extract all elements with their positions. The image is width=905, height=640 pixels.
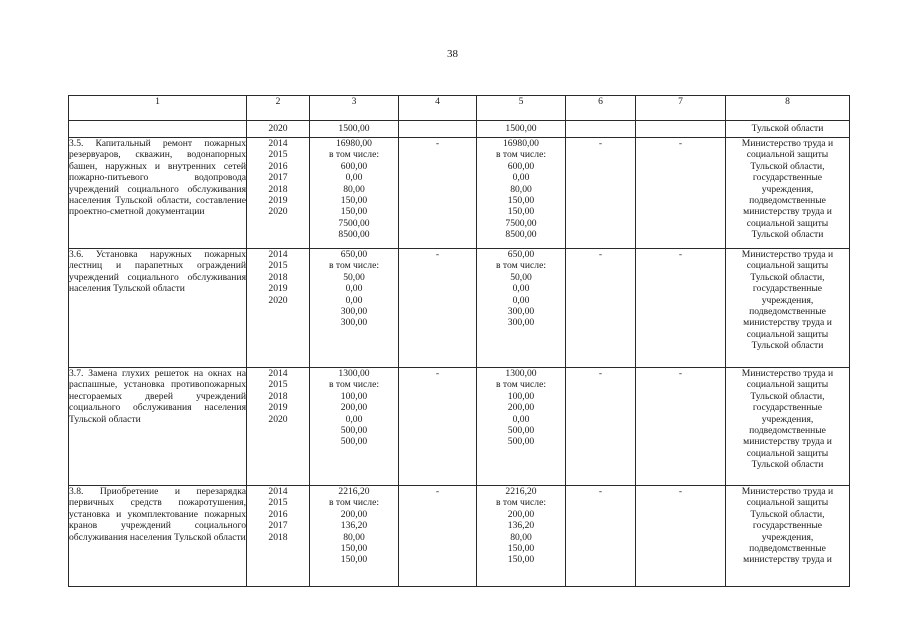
- header-cell: 4: [399, 96, 477, 121]
- amount-value: 500,00: [340, 436, 368, 448]
- year-cell: [247, 138, 310, 249]
- amount-value: 0,00: [345, 172, 363, 184]
- regional-value: 7500,00: [505, 217, 537, 229]
- col4-cell: -: [399, 486, 477, 587]
- regional-value: 80,00: [510, 183, 532, 195]
- col4-cell: -: [399, 368, 477, 486]
- total-amount: 16980,00: [336, 138, 372, 149]
- header-cell: 3: [310, 96, 399, 121]
- regional-value: 150,00: [507, 195, 535, 207]
- org-line: подведомственные: [749, 425, 826, 437]
- header-cell: 7: [636, 96, 726, 121]
- total-cell: [310, 249, 399, 368]
- table-row: [69, 138, 850, 249]
- regional-total: 1300,00: [505, 368, 537, 379]
- measure-description: 3.5. Капитальный ремонт пожарных резервуаров, скважин, водонапорных башен, наружных и внутренних сетей пожарно-питьевого водопровода учреждений социального обслуживания населения Тульской области, составление проектно-сметной документации: [69, 138, 247, 249]
- regional-value: 300,00: [507, 317, 535, 329]
- amount-value: 600,00: [340, 160, 368, 172]
- regional-value: 150,00: [507, 206, 535, 218]
- org-line: социальной защиты: [746, 149, 829, 161]
- table-row: [69, 249, 850, 368]
- responsible-org: [726, 138, 850, 249]
- org-line: Министерство труда и: [741, 368, 834, 379]
- responsible-org: [726, 368, 850, 486]
- org-line: Министерство труда и: [741, 486, 834, 497]
- col4-cell: -: [399, 249, 477, 368]
- year-cell: [247, 486, 310, 587]
- org-line: министерству труда и: [743, 554, 832, 566]
- amount-value: 200,00: [340, 508, 368, 520]
- amount-value: 150,00: [340, 195, 368, 207]
- year-value: 2018: [268, 183, 288, 195]
- responsible-org: [726, 249, 850, 368]
- year-cell: [247, 368, 310, 486]
- amount-value: 300,00: [340, 317, 368, 329]
- including-label: в том числе:: [495, 379, 546, 391]
- org-line: социальной защиты: [746, 328, 829, 340]
- col6-cell: -: [566, 486, 636, 587]
- header-row: [69, 96, 850, 121]
- col6-cell: -: [566, 138, 636, 249]
- org-line: министерству труда и: [743, 317, 832, 329]
- org-line: социальной защиты: [746, 260, 829, 272]
- year-value: 2020: [268, 294, 288, 306]
- org-line: учреждения,: [761, 413, 814, 425]
- org-line: министерству труда и: [743, 436, 832, 448]
- measure-description: 3.8. Приобретение и перезарядка первичных средств пожаротушения, установка и укомплектование пожарных кранов учреждений социального обслуживания населения Тульской области: [69, 486, 247, 587]
- org-line: Тульской области,: [750, 390, 825, 402]
- org-line: государственные: [752, 172, 823, 184]
- regional-value: 500,00: [507, 436, 535, 448]
- org-line: Тульской области: [751, 229, 824, 241]
- amount-value: 0,00: [345, 413, 363, 425]
- year-cell: 2020: [247, 121, 310, 138]
- including-label: в том числе:: [328, 260, 379, 272]
- amount-value: 500,00: [340, 425, 368, 437]
- year-value: 2015: [268, 497, 288, 509]
- total-cell: [310, 138, 399, 249]
- col6-cell: -: [566, 368, 636, 486]
- org-line: учреждения,: [761, 183, 814, 195]
- year-value: 2014: [268, 486, 288, 497]
- year-value: 2019: [268, 283, 288, 295]
- org-line: Тульской области,: [750, 508, 825, 520]
- regional-value: 600,00: [507, 160, 535, 172]
- org-line: подведомственные: [749, 306, 826, 318]
- year-value: 2019: [268, 195, 288, 207]
- header-cell: 1: [69, 96, 247, 121]
- regional-cell: [477, 486, 566, 587]
- header-cell: 6: [566, 96, 636, 121]
- regional-total: 16980,00: [503, 138, 539, 149]
- org-line: социальной защиты: [746, 379, 829, 391]
- amount-value: 0,00: [345, 294, 363, 306]
- total-amount: 1300,00: [338, 368, 370, 379]
- regional-value: 300,00: [507, 306, 535, 318]
- year-value: 2015: [268, 260, 288, 272]
- regional-total: 650,00: [507, 249, 535, 260]
- regional-value: 0,00: [512, 283, 530, 295]
- col7-cell: -: [636, 138, 726, 249]
- year-value: 2018: [268, 271, 288, 283]
- including-label: в том числе:: [328, 379, 379, 391]
- year-value: 2014: [268, 249, 288, 260]
- org-line: учреждения,: [761, 294, 814, 306]
- org-line: Министерство труда и: [741, 249, 834, 260]
- amount-value: 200,00: [340, 402, 368, 414]
- col7-cell: -: [636, 368, 726, 486]
- page-number: 38: [447, 48, 458, 60]
- org-line: Министерство труда и: [741, 138, 834, 149]
- total-cell: [310, 486, 399, 587]
- regional-value: 0,00: [512, 294, 530, 306]
- org-line: министерству труда и: [743, 206, 832, 218]
- amount-value: 50,00: [343, 271, 365, 283]
- budget-table: [68, 95, 850, 587]
- regional-value: 8500,00: [505, 229, 537, 241]
- regional-value: 136,20: [507, 520, 535, 532]
- regional-cell: [477, 249, 566, 368]
- org-line: подведомственные: [749, 195, 826, 207]
- col6-cell: -: [566, 249, 636, 368]
- total-cell: [310, 368, 399, 486]
- year-value: 2016: [268, 160, 288, 172]
- org-line: государственные: [752, 402, 823, 414]
- year-value: 2017: [268, 172, 288, 184]
- org-line: государственные: [752, 520, 823, 532]
- year-value: 2020: [268, 206, 288, 218]
- amount-value: 300,00: [340, 306, 368, 318]
- amount-value: 100,00: [340, 390, 368, 402]
- col6-cell: [566, 121, 636, 138]
- header-cell: 5: [477, 96, 566, 121]
- year-value: 2014: [268, 138, 288, 149]
- regional-value: 150,00: [507, 554, 535, 566]
- col7-cell: -: [636, 486, 726, 587]
- responsible-org: [726, 486, 850, 587]
- measure-description: 3.7. Замена глухих решеток на окнах на распашные, установка противопожарных несгораемых дверей учреждений социального обслуживания населения Тульской области: [69, 368, 247, 486]
- year-value: 2015: [268, 379, 288, 391]
- table-row: [69, 486, 850, 587]
- regional-value: 200,00: [507, 402, 535, 414]
- col7-cell: [636, 121, 726, 138]
- year-value: 2016: [268, 508, 288, 520]
- regional-value: 150,00: [507, 543, 535, 555]
- amount-value: 0,00: [345, 283, 363, 295]
- col7-cell: -: [636, 249, 726, 368]
- regional-cell: [477, 368, 566, 486]
- measure-description: 3.6. Установка наружных пожарных лестниц и парапетных ограждений учреждений социального обслуживания населения Тульской области: [69, 249, 247, 368]
- org-line: социальной защиты: [746, 447, 829, 459]
- year-value: 2018: [268, 531, 288, 543]
- including-label: в том числе:: [328, 149, 379, 161]
- table-row: [69, 368, 850, 486]
- regional-value: 200,00: [507, 508, 535, 520]
- org-line: учреждения,: [761, 531, 814, 543]
- amount-value: 136,20: [340, 520, 368, 532]
- col4-cell: [399, 121, 477, 138]
- year-cell: [247, 249, 310, 368]
- org-line: Тульской области: [751, 459, 824, 471]
- regional-cell: 1500,00: [477, 121, 566, 138]
- header-cell: 8: [726, 96, 850, 121]
- year-value: 2020: [268, 413, 288, 425]
- total-amount: 650,00: [340, 249, 368, 260]
- year-value: 2017: [268, 520, 288, 532]
- col4-cell: -: [399, 138, 477, 249]
- amount-value: 80,00: [343, 183, 365, 195]
- org-line: Тульской области,: [750, 271, 825, 283]
- total-cell: 1500,00: [310, 121, 399, 138]
- org-line: социальной защиты: [746, 217, 829, 229]
- year-value: 2019: [268, 402, 288, 414]
- regional-value: 0,00: [512, 172, 530, 184]
- regional-value: 100,00: [507, 390, 535, 402]
- org-line: Тульской области,: [750, 160, 825, 172]
- total-amount: 2216,20: [338, 486, 370, 497]
- org-line: социальной защиты: [746, 497, 829, 509]
- regional-cell: [477, 138, 566, 249]
- regional-value: 0,00: [512, 413, 530, 425]
- including-label: в том числе:: [328, 497, 379, 509]
- amount-value: 8500,00: [338, 229, 370, 241]
- org-line: подведомственные: [749, 543, 826, 555]
- regional-value: 500,00: [507, 425, 535, 437]
- regional-total: 2216,20: [505, 486, 537, 497]
- regional-value: 50,00: [510, 271, 532, 283]
- header-cell: 2: [247, 96, 310, 121]
- amount-value: 7500,00: [338, 217, 370, 229]
- desc-cell: [69, 121, 247, 138]
- org-line: государственные: [752, 283, 823, 295]
- including-label: в том числе:: [495, 149, 546, 161]
- year-value: 2015: [268, 149, 288, 161]
- org-cell: Тульской области: [726, 121, 850, 138]
- table-row: [69, 121, 850, 138]
- amount-value: 150,00: [340, 554, 368, 566]
- amount-value: 80,00: [343, 531, 365, 543]
- year-value: 2014: [268, 368, 288, 379]
- including-label: в том числе:: [495, 260, 546, 272]
- including-label: в том числе:: [495, 497, 546, 509]
- year-value: 2018: [268, 390, 288, 402]
- org-line: Тульской области: [751, 340, 824, 352]
- amount-value: 150,00: [340, 543, 368, 555]
- regional-value: 80,00: [510, 531, 532, 543]
- amount-value: 150,00: [340, 206, 368, 218]
